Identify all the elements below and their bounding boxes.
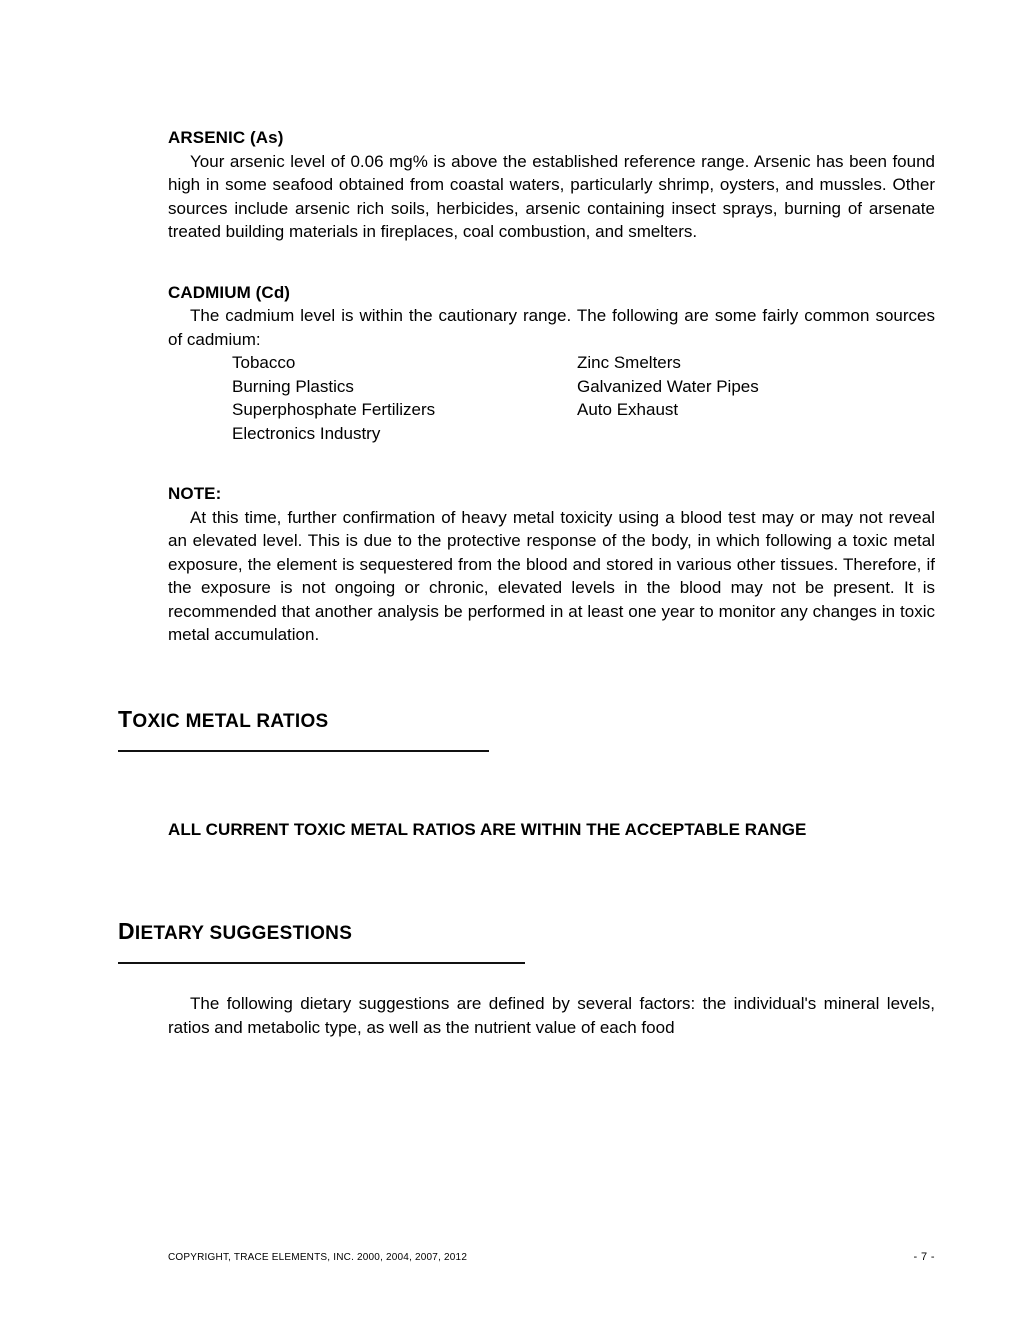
spacer-cadmium-note xyxy=(168,445,935,482)
section-dietary-suggestions xyxy=(118,917,935,964)
cadmium-source-right xyxy=(577,422,935,446)
cadmium-paragraph: The cadmium level is within the cautionary range. The following are some fairly common sources of cadmium: xyxy=(168,306,935,349)
section-arsenic xyxy=(168,126,935,244)
list-item xyxy=(168,375,935,399)
section-toxic-metal-ratios xyxy=(118,705,935,752)
list-item xyxy=(168,422,935,446)
cadmium-source-list xyxy=(168,351,935,445)
cadmium-source-right: Galvanized Water Pipes xyxy=(577,376,759,396)
spacer-statement-dietary xyxy=(168,841,935,917)
spacer-arsenic-cadmium xyxy=(168,244,935,281)
arsenic-heading: ARSENIC (As) xyxy=(168,128,284,147)
cadmium-source-left: Superphosphate Fertilizers xyxy=(232,400,436,419)
dietary-suggestions-paragraph: The following dietary suggestions are defined by several factors: the individual's mineral levels, ratios and metabolic type, as well as the nutrient value of each food xyxy=(168,994,935,1037)
spacer-dietary-paragraph xyxy=(168,964,935,992)
cadmium-heading: CADMIUM (Cd) xyxy=(168,282,291,302)
page-content xyxy=(118,126,935,1039)
arsenic-paragraph: Your arsenic level of 0.06 mg% is above the established reference range. Arsenic has been found high in some seafood obtained from coastal waters, particularly shrimp, oysters, and mussles. Other sources include arsenic rich soils, herbicides, arsenic containing insect sprays, burning of arsenate treated building materials in fireplaces, coal combustion, and smelters. xyxy=(168,151,935,241)
cadmium-source-left: Tobacco xyxy=(232,353,296,372)
cadmium-source-left: Electronics Industry xyxy=(232,423,381,443)
page-number: - 7 - xyxy=(913,1251,935,1263)
spacer-note-ratios xyxy=(168,647,935,705)
toxic-metal-ratios-heading xyxy=(118,705,935,736)
section-cadmium xyxy=(168,281,935,446)
heading-divider xyxy=(118,962,525,964)
list-item xyxy=(168,398,935,422)
heading-remainder: IETARY SUGGESTIONS xyxy=(134,923,353,944)
cadmium-source-right: Auto Exhaust xyxy=(577,400,679,419)
heading-divider xyxy=(118,750,489,752)
toxic-metal-ratios-statement: ALL CURRENT TOXIC METAL RATIOS ARE WITHIN THE ACCEPTABLE RANGE xyxy=(168,819,807,839)
spacer-ratios-statement xyxy=(168,752,935,818)
heading-initial: T xyxy=(118,705,133,732)
footer-copyright: COPYRIGHT, TRACE ELEMENTS, INC. 2000, 2004, 2007, 2012 xyxy=(168,1252,468,1263)
section-note xyxy=(168,482,935,647)
heading-initial: D xyxy=(118,918,135,944)
dietary-suggestions-heading xyxy=(118,917,935,948)
page-footer xyxy=(168,1250,935,1265)
cadmium-source-right: Zinc Smelters xyxy=(577,353,681,372)
cadmium-source-left: Burning Plastics xyxy=(232,376,354,396)
heading-remainder: OXIC METAL RATIOS xyxy=(132,710,329,732)
note-heading: NOTE: xyxy=(168,484,222,503)
list-item xyxy=(168,351,935,375)
note-paragraph: At this time, further confirmation of heavy metal toxicity using a blood test may or may not reveal an elevated level. This is due to the protective response of the body, in which following a toxic metal exposure, the element is sequestered from the blood and stored in various other tissues. Therefore, if the exposure is not ongoing or chronic, elevated levels in the blood may not be present. It is recommended that another analysis be performed in at least one year to monitor any changes in toxic metal accumulation. xyxy=(168,507,935,644)
